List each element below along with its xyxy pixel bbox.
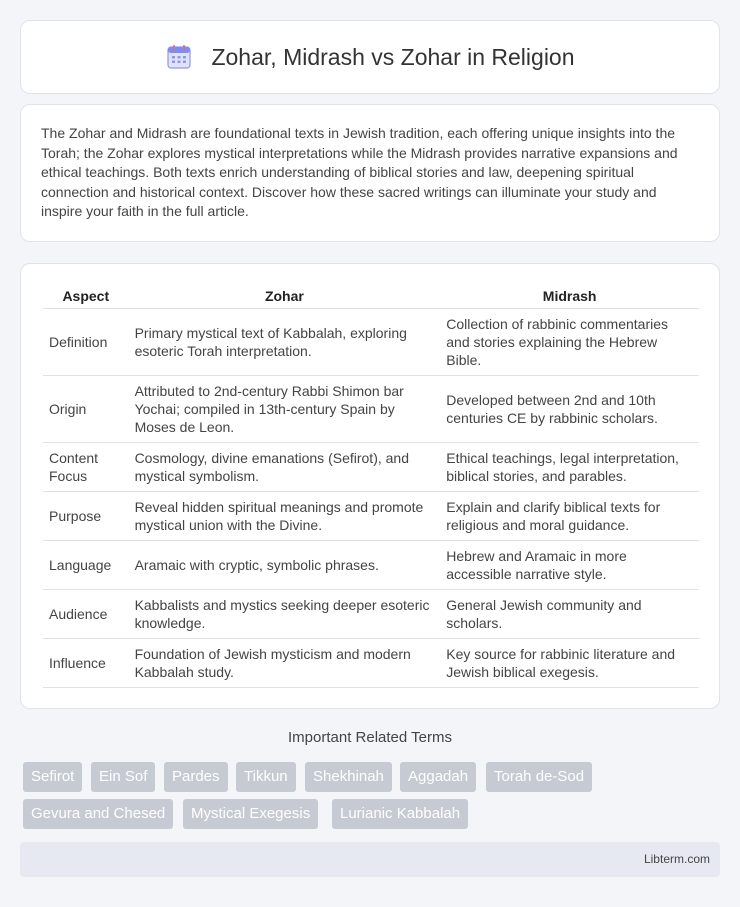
midrash-cell: Collection of rabbinic commentaries and stories explaining the Hebrew Bible.	[440, 309, 699, 376]
table-row	[43, 639, 699, 688]
aspect-cell: Language	[43, 541, 129, 590]
related-term-tag[interactable]: Shekhinah	[305, 762, 392, 792]
footer-site-link[interactable]: Libterm.com	[643, 852, 710, 866]
zohar-cell: Reveal hidden spiritual meanings and promote mystical union with the Divine.	[129, 492, 441, 541]
table-row	[43, 541, 699, 590]
midrash-cell: Hebrew and Aramaic in more accessible narrative style.	[440, 541, 699, 590]
related-term-tag[interactable]: Sefirot	[23, 762, 82, 792]
calendar-icon	[165, 43, 193, 71]
table-row	[43, 443, 699, 492]
related-term-tag[interactable]: Torah de-Sod	[486, 762, 592, 792]
aspect-cell: Definition	[43, 309, 129, 376]
zohar-cell: Attributed to 2nd-century Rabbi Shimon bar Yochai; compiled in 13th-century Spain by Moses de Leon.	[129, 376, 441, 443]
zohar-cell: Cosmology, divine emanations (Sefirot), and mystical symbolism.	[129, 443, 441, 492]
midrash-cell: Developed between 2nd and 10th centuries CE by rabbinic scholars.	[440, 376, 699, 443]
midrash-cell: Key source for rabbinic literature and Jewish biblical exegesis.	[440, 639, 699, 688]
related-term-tag[interactable]: Aggadah	[400, 762, 476, 792]
zohar-cell: Kabbalists and mystics seeking deeper esoteric knowledge.	[129, 590, 441, 639]
related-term-tag[interactable]: Ein Sof	[91, 762, 155, 792]
title-card	[20, 20, 720, 94]
header-aspect: Aspect	[43, 284, 129, 309]
header-zohar: Zohar	[129, 284, 441, 309]
table-row	[43, 309, 699, 376]
midrash-cell: Explain and clarify biblical texts for religious and moral guidance.	[440, 492, 699, 541]
table-row	[43, 492, 699, 541]
related-terms-title: Important Related Terms	[288, 729, 452, 746]
zohar-cell: Foundation of Jewish mysticism and modern Kabbalah study.	[129, 639, 441, 688]
table-header-row	[43, 284, 699, 309]
aspect-cell: Influence	[43, 639, 129, 688]
related-term-tag[interactable]: Pardes	[164, 762, 228, 792]
zohar-cell: Aramaic with cryptic, symbolic phrases.	[129, 541, 441, 590]
header-midrash: Midrash	[440, 284, 699, 309]
page-title: Zohar, Midrash vs Zohar in Religion	[211, 43, 575, 70]
intro-card	[20, 104, 720, 242]
aspect-cell: Purpose	[43, 492, 129, 541]
table-row	[43, 590, 699, 639]
aspect-cell: Audience	[43, 590, 129, 639]
related-term-tag[interactable]: Tikkun	[236, 762, 296, 792]
related-term-tag[interactable]: Lurianic Kabbalah	[332, 799, 468, 829]
footer	[20, 842, 720, 877]
midrash-cell: Ethical teachings, legal interpretation, biblical stories, and parables.	[440, 443, 699, 492]
comparison-table	[43, 284, 699, 688]
zohar-cell: Primary mystical text of Kabbalah, exploring esoteric Torah interpretation.	[129, 309, 441, 376]
related-term-tag[interactable]: Mystical Exegesis	[183, 799, 318, 829]
table-row	[43, 376, 699, 443]
comparison-table-card	[20, 263, 720, 709]
aspect-cell: Origin	[43, 376, 129, 443]
related-term-tag[interactable]: Gevura and Chesed	[23, 799, 173, 829]
midrash-cell: General Jewish community and scholars.	[440, 590, 699, 639]
intro-text: The Zohar and Midrash are foundational texts in Jewish tradition, each offering unique insights into the Torah; the Zohar explores mystical interpretations while the Midrash provides narrative expansions and ethical teachings. Both texts enrich understanding of biblical stories and law, deepening spiritual connection and historical context. Discover how these sacred writings can illuminate your study and inspire your faith in the full article.	[41, 125, 678, 220]
aspect-cell: Content Focus	[43, 443, 129, 492]
